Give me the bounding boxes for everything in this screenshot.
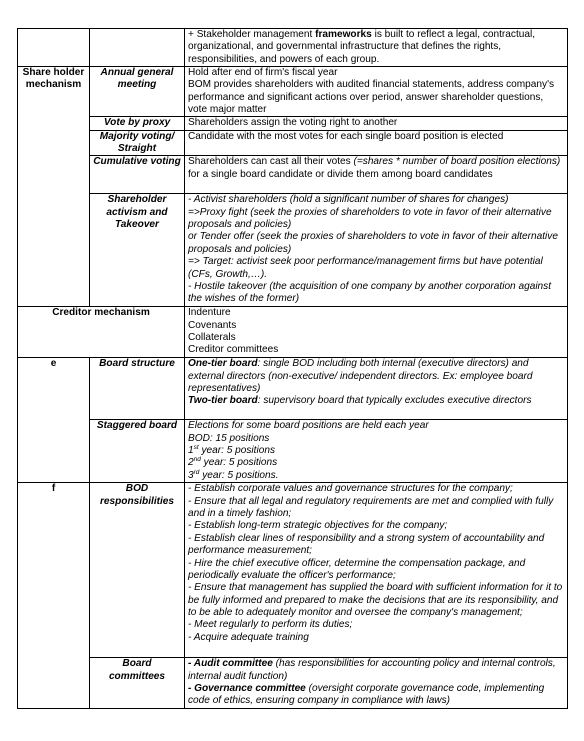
cumulative-text — [185, 156, 568, 194]
committees-text — [185, 658, 568, 708]
cumulative-row — [18, 156, 568, 194]
creditor-line: Creditor committees — [188, 344, 279, 356]
proxy-row — [18, 117, 568, 130]
two-tier-text: : supervisory board that typically excludes executive directors — [257, 395, 532, 407]
year-number: 2 — [188, 457, 194, 469]
majority-row — [18, 130, 568, 156]
board-structure-text — [185, 358, 568, 420]
audit-committee-label: - Audit committee — [188, 658, 273, 670]
empty-cell — [90, 29, 185, 67]
responsibility-item: - Meet regularly to perform its duties; — [188, 619, 353, 631]
committees-label: Board committees — [90, 658, 185, 708]
responsibility-item: - Acquire adequate training — [188, 631, 309, 643]
audit-committee-text: (has responsibilities for accounting policy and internal controls, internal audit function) — [188, 658, 556, 682]
board-structure-row — [18, 358, 568, 420]
responsibility-item: - Establish corporate values and governance structures for the company; — [188, 483, 513, 495]
audit-committee-line — [188, 658, 564, 683]
year-rest: year: 5 positions. — [199, 469, 279, 481]
staggered-row — [18, 420, 568, 483]
one-tier-label: One-tier board — [188, 358, 258, 370]
two-tier-label: Two-tier board — [188, 395, 258, 407]
activism-row — [18, 194, 568, 307]
governance-committee-line — [188, 683, 564, 708]
share-holder-label: Share holder mechanism — [18, 67, 90, 307]
agm-row — [18, 67, 568, 117]
staggered-label: Staggered board — [90, 420, 185, 483]
year-number: 1 — [188, 445, 194, 457]
activism-line: or Tender offer (seek the proxies of shareholders to vote in favor of their alternative proposals and policies) — [188, 231, 558, 255]
responsibility-item: - Establish long-term strategic objectives for the company; — [188, 520, 448, 532]
creditor-row — [18, 307, 568, 358]
responsibility-item: - Ensure that management has supplied the board with sufficient information for it to be fully informed and prepared to make the decisions that are its responsibility, and to be able to adequately monitor and oversee the company's management; — [188, 582, 563, 618]
frameworks-bold: frameworks — [315, 29, 372, 40]
staggered-text — [185, 420, 568, 483]
agm-line: BOM provides shareholders with audited financial statements, address company's performance and significant actions over period, answer shareholder questions, vote major matter — [188, 79, 555, 116]
creditor-label: Creditor mechanism — [18, 307, 185, 358]
responsibility-item: - Ensure that all legal and regulatory requirements are met and complied with fully and in a timely fashion; — [188, 495, 554, 520]
agm-text — [185, 67, 568, 117]
staggered-year — [188, 457, 564, 469]
empty-cell — [18, 29, 90, 67]
frameworks-pre: + Stakeholder management — [188, 29, 316, 40]
one-tier-line — [188, 358, 564, 395]
two-tier-line — [188, 395, 564, 407]
majority-label: Majority voting/ Straight — [90, 130, 185, 156]
year-number: 3 — [188, 469, 194, 481]
proxy-text: Shareholders assign the voting right to another — [185, 117, 568, 130]
responsibilities-row — [18, 483, 568, 658]
cumulative-post: for a single board candidate or divide them among board candidates — [188, 168, 493, 180]
responsibility-item: - Establish clear lines of responsibility and a strong system of accountability and performance measurement; — [188, 532, 545, 557]
staggered-year — [188, 470, 564, 482]
staggered-year — [188, 445, 564, 457]
cumulative-pre: Shareholders can cast all their votes — [188, 156, 354, 168]
year-suffix: rd — [193, 468, 200, 476]
agm-line: Hold after end of firm's fiscal year — [188, 67, 338, 79]
section-marker-f: f — [18, 483, 90, 708]
section-marker-e: e — [18, 358, 90, 483]
one-tier-text: : single BOD including both internal (executive directors) and external directors (non-executive/ independent directors. Ex: employee board representatives) — [188, 358, 533, 395]
year-rest: year: 5 positions — [200, 457, 278, 469]
staggered-line: BOD: 15 positions — [188, 432, 270, 444]
responsibility-item: - Hire the chief executive officer, determine the compensation package, and periodically evaluate the officer's performance; — [188, 557, 526, 581]
cumulative-label: Cumulative voting — [90, 156, 185, 194]
frameworks-row — [18, 29, 568, 67]
cumulative-italic: (=shares * number of board position elections) — [353, 156, 561, 168]
frameworks-post: is built to reflect a legal, contractual, organizational, and governmental infrastructure that defines the rights, responsibilities, and powers of each group. — [188, 29, 536, 65]
activism-text — [185, 194, 568, 307]
agm-label: Annual general meeting — [90, 67, 185, 117]
responsibilities-text — [185, 483, 568, 658]
activism-line: - Hostile takeover (the acquisition of one company by another corporation against the wishes of the former) — [188, 280, 552, 305]
frameworks-text — [185, 29, 568, 67]
creditor-text — [185, 307, 568, 358]
board-structure-label: Board structure — [90, 358, 185, 420]
activism-line: - Activist shareholders (hold a significant number of shares for changes) — [188, 194, 509, 206]
governance-committee-label: - Governance committee — [188, 683, 306, 695]
responsibilities-label: BOD responsibilities — [90, 483, 185, 658]
proxy-label: Vote by proxy — [90, 117, 185, 130]
year-suffix: st — [193, 444, 199, 452]
majority-text: Candidate with the most votes for each single board position is elected — [185, 130, 568, 156]
creditor-line: Indenture — [188, 307, 231, 319]
activism-label: Shareholder activism and Takeover — [90, 194, 185, 307]
activism-line: => Target: activist seek poor performance/management firms but have potential (CFs, Growth,…). — [188, 256, 543, 280]
year-suffix: nd — [193, 456, 201, 464]
creditor-line: Collaterals — [188, 332, 236, 344]
activism-line: =>Proxy fight (seek the proxies of shareholders to vote in favor of their alternative proposals and policies) — [188, 206, 552, 231]
governance-table — [17, 28, 568, 709]
creditor-line: Covenants — [188, 319, 237, 331]
year-rest: year: 5 positions — [198, 445, 275, 457]
governance-committee-text: (oversight corporate governance code, implementing code of ethics, ensuring company in compliance with laws) — [188, 683, 545, 707]
committees-row — [18, 658, 568, 708]
staggered-line: Elections for some board positions are held each year — [188, 420, 429, 432]
